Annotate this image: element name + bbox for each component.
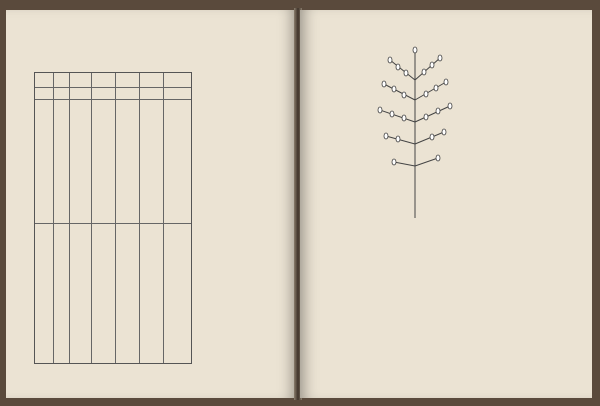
plant-illustration (370, 40, 460, 220)
data-table (34, 72, 192, 364)
right-page (300, 10, 592, 398)
left-page (6, 10, 296, 398)
left-body-text (216, 50, 286, 370)
